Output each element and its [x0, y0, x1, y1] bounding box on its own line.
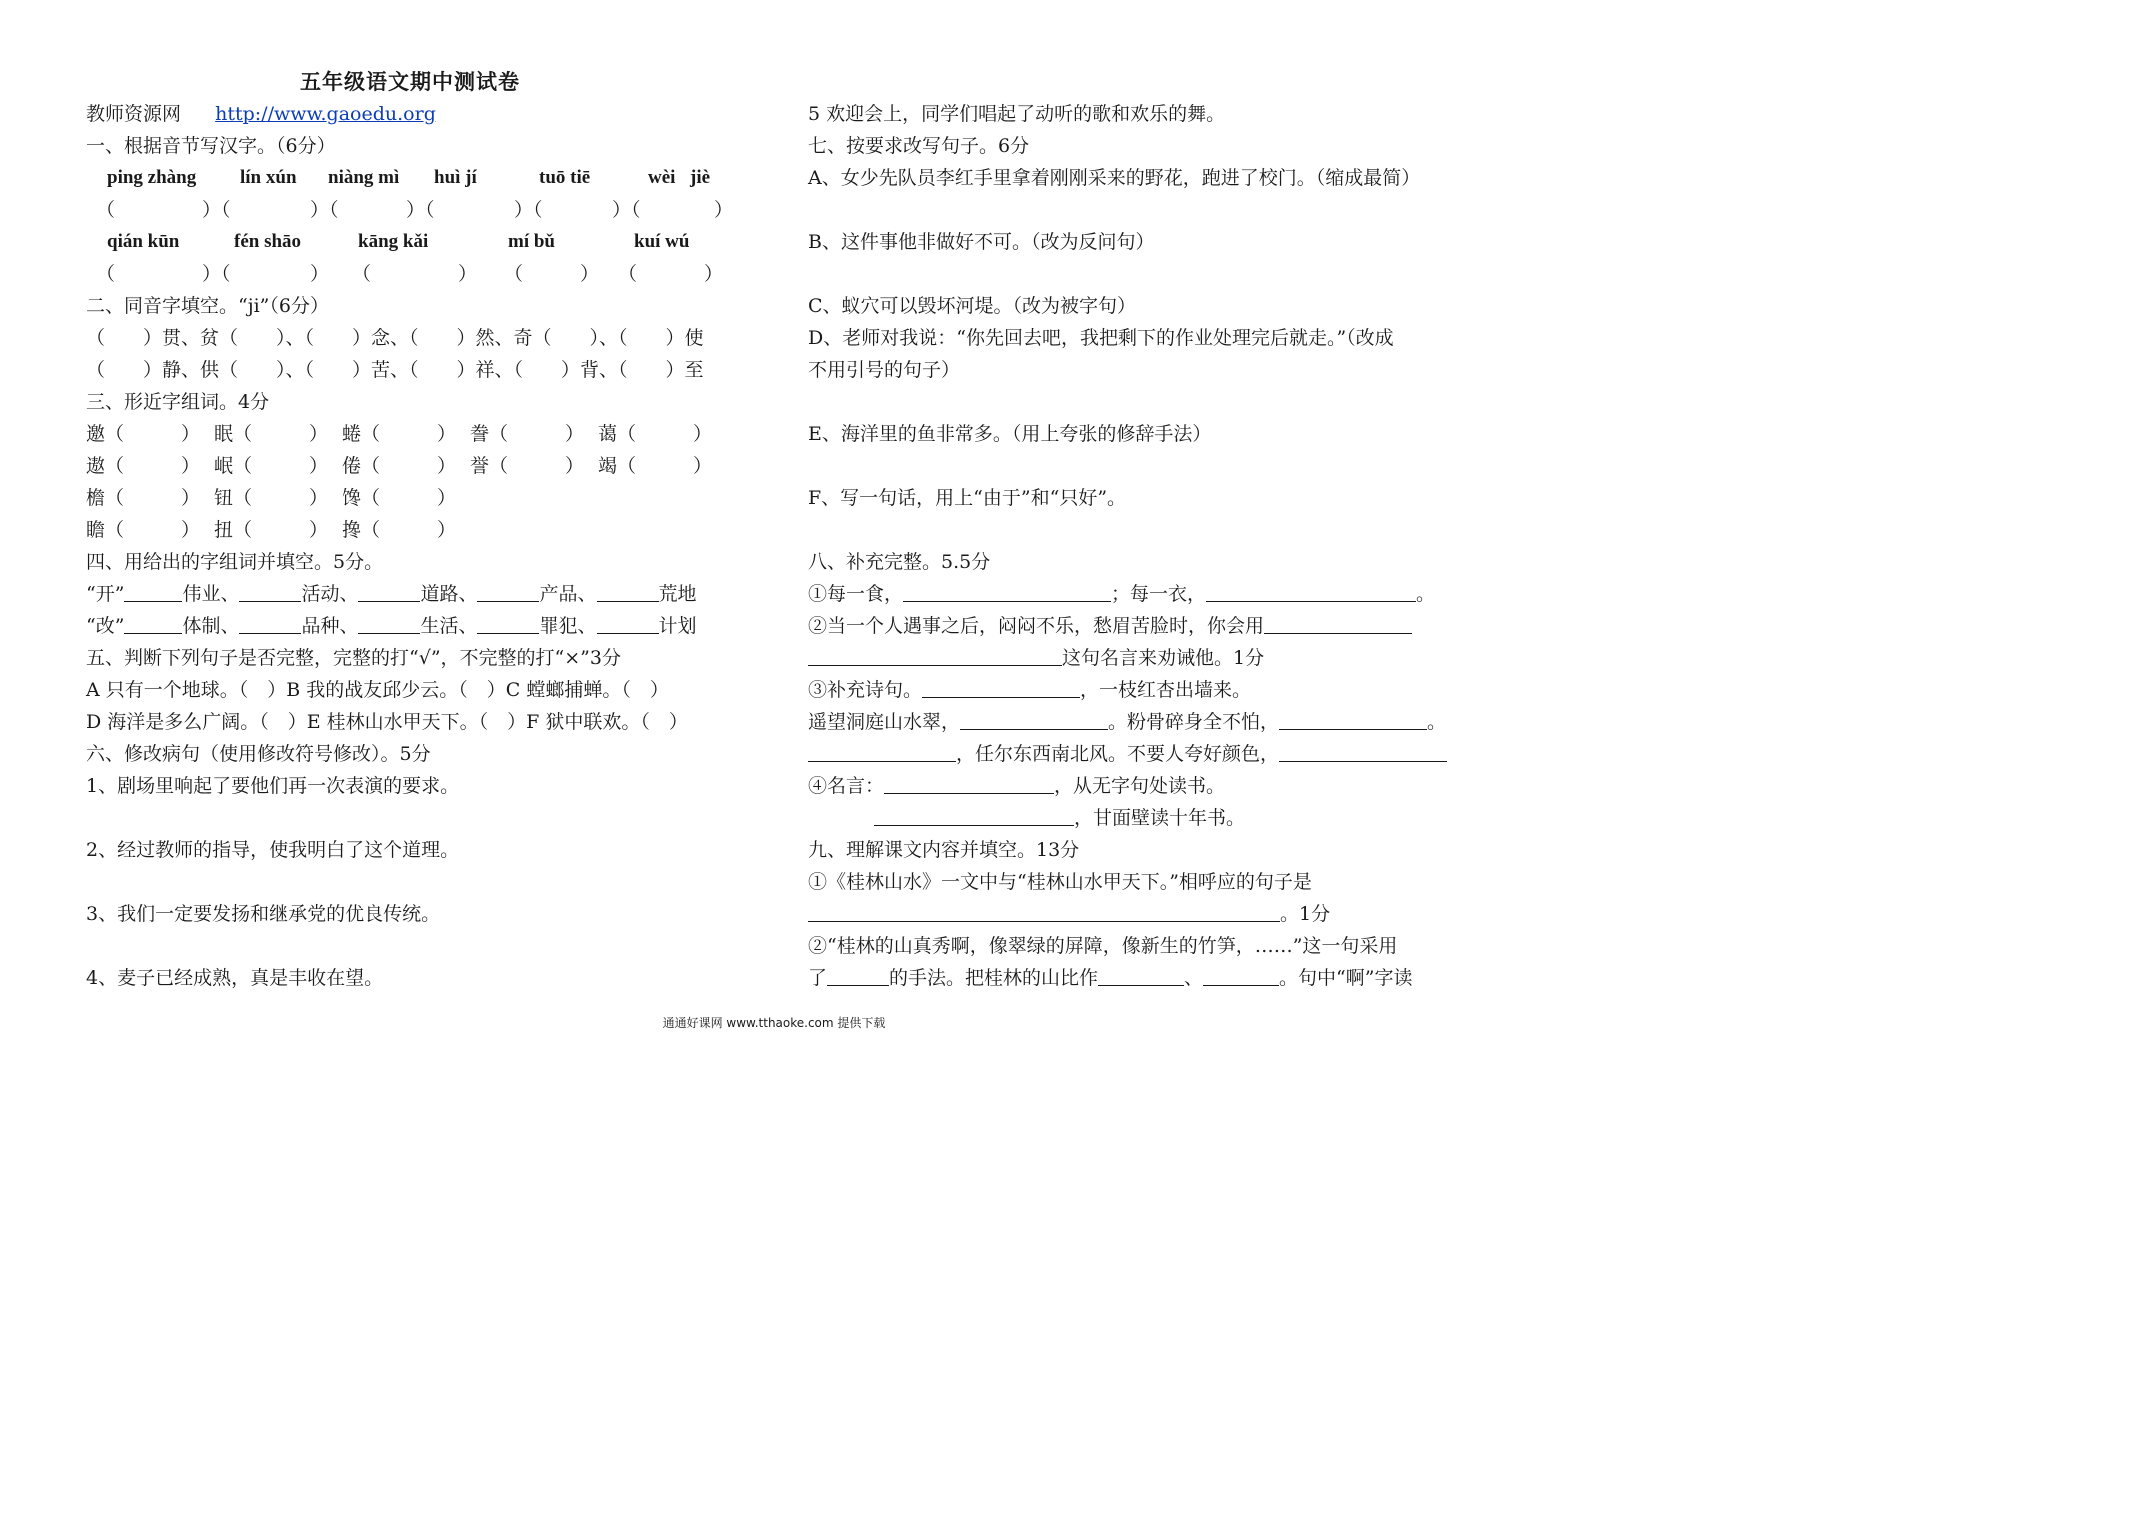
blank: [1279, 739, 1447, 762]
pinyin: qián kūn: [107, 231, 180, 252]
q8-line: [808, 674, 1488, 706]
q9-text: 。1分: [1280, 903, 1331, 925]
q8-line: [808, 642, 1488, 674]
blank: [874, 803, 1074, 826]
blank: [597, 611, 659, 634]
answer-parens-row-1: （ ）（ ）（ ）（ ）（ ）（ ）: [96, 199, 734, 221]
q4-item: 体制、: [182, 615, 240, 637]
q8-line: [808, 738, 1488, 770]
blank: [884, 771, 1054, 794]
q8-text: 遥望洞庭山水翠，: [808, 711, 961, 733]
q8-line: [808, 578, 1488, 610]
q7-item-d-cont: 不用引号的句子）: [808, 359, 961, 381]
q4-row-gai: [86, 610, 766, 642]
q6-item: 3、我们一定要发扬和继承党的优良传统。: [86, 903, 441, 925]
q4-item: 活动、: [301, 583, 359, 605]
q5-heading: 五、判断下列句子是否完整，完整的打“√”，不完整的打“×”3分: [86, 647, 621, 669]
q8-text: 。: [1416, 583, 1436, 605]
page-footer: 通通好课网 www.tthaoke.com 提供下载: [662, 1016, 886, 1030]
q4-item: 荒地: [658, 583, 697, 605]
q8-text: ④名言：: [808, 775, 885, 797]
pinyin-row-2: [86, 226, 766, 258]
q3-row: [86, 450, 766, 482]
blank: [808, 643, 1062, 666]
q9-line: [808, 962, 1488, 994]
q1-heading: 一、根据音节写汉字。（6分）: [86, 135, 336, 157]
page-title: 五年级语文期中测试卷: [300, 69, 520, 94]
q8-text: ，从无字句处读书。: [1054, 775, 1226, 797]
q4-item: 罪犯、: [539, 615, 597, 637]
q8-line: [808, 802, 1488, 834]
q8-text: ②当一个人遇事之后，闷闷不乐，愁眉苦脸时，你会用: [808, 615, 1265, 637]
q3-item: 誉（ ）: [470, 455, 585, 477]
q8-line: [808, 770, 1488, 802]
q4-item: 伟业、: [182, 583, 240, 605]
left-column: [86, 98, 766, 994]
q4-item: 道路、: [420, 583, 478, 605]
q2-line: （ ）贯、贫（ ）、（ ）念、（ ）然、奇（ ）、（ ）使: [86, 327, 704, 349]
q5-line: D 海洋是多么广阔。（ ）E 桂林山水甲天下。（ ）F 狱中联欢。（ ）: [86, 711, 688, 733]
q3-item: 钮（ ）: [214, 487, 329, 509]
pinyin: fén shāo: [234, 231, 302, 252]
q3-item: 蜷（ ）: [342, 423, 457, 445]
q4-item: 产品、: [539, 583, 597, 605]
blank: [903, 579, 1111, 602]
blank: [358, 611, 420, 634]
q8-text: 。粉骨碎身全不怕，: [1108, 711, 1280, 733]
blank: [808, 739, 956, 762]
q6-item: 4、麦子已经成熟，真是丰收在望。: [86, 967, 384, 989]
blank: [827, 963, 889, 986]
q7-item-c: C、蚁穴可以毁坏河堤。（改为被字句）: [808, 295, 1137, 317]
blank: [597, 579, 659, 602]
answer-parens-row-2: （ ）（ ） （ ） （ ） （ ）: [96, 263, 724, 285]
q7-item-f: F、写一句话，用上“由于”和“只好”。: [808, 487, 1127, 509]
blank: [124, 611, 182, 634]
q3-item: 眠（ ）: [214, 423, 329, 445]
q3-item: 檐（ ）: [86, 487, 201, 509]
blank: [477, 579, 539, 602]
source-link[interactable]: http://www.gaoedu.org: [215, 103, 436, 125]
q3-item: 誊（ ）: [470, 423, 585, 445]
blank: [239, 579, 301, 602]
q4-row-kai: [86, 578, 766, 610]
blank: [124, 579, 182, 602]
q9-line: [808, 898, 1488, 930]
pinyin: mí bǔ: [508, 231, 555, 252]
pinyin: wèi: [648, 167, 676, 188]
q8-text: ，一枝红杏出墙来。: [1080, 679, 1252, 701]
q4-item: 生活、: [420, 615, 478, 637]
pinyin: kāng kǎi: [358, 231, 429, 252]
blank: [1098, 963, 1184, 986]
q8-text: ，甘面壁读十年书。: [1074, 807, 1246, 829]
q3-item: 竭（ ）: [598, 455, 713, 477]
q9-item: ①《桂林山水》一文中与“桂林山水甲天下。”相呼应的句子是: [808, 871, 1312, 893]
q8-line: [808, 610, 1488, 642]
q9-item: ②“桂林的山真秀啊，像翠绿的屏障，像新生的竹笋，……”这一句采用: [808, 935, 1398, 957]
q8-text: ；每一衣，: [1111, 583, 1207, 605]
q5-line: A 只有一个地球。（ ）B 我的战友邱少云。（ ）C 螳螂捕蝉。（ ）: [86, 679, 669, 701]
q3-item: 搀（ ）: [342, 519, 457, 541]
q4-heading: 四、用给出的字组词并填空。5分。: [86, 551, 384, 573]
q7-item-e: E、海洋里的鱼非常多。（用上夸张的修辞手法）: [808, 423, 1212, 445]
pinyin: tuō tiē: [539, 167, 591, 188]
q7-heading: 七、按要求改写句子。6分: [808, 135, 1030, 157]
q4-char: “开”: [86, 583, 125, 605]
blank: [808, 899, 1280, 922]
source-label: 教师资源网: [86, 103, 182, 125]
blank: [1203, 963, 1279, 986]
q8-text: 。: [1427, 711, 1447, 733]
q3-row: [86, 482, 766, 514]
pinyin: kuí wú: [634, 231, 690, 252]
q9-text: 。句中“啊”字读: [1279, 967, 1413, 989]
pinyin: huì jí: [434, 167, 477, 188]
q3-item: 倦（ ）: [342, 455, 457, 477]
q8-line: [808, 706, 1488, 738]
q8-text: ③补充诗句。: [808, 679, 923, 701]
pinyin: ping zhàng: [107, 167, 197, 188]
q2-line: （ ）静、供（ ）、（ ）苦、（ ）祥、（ ）背、（ ）至: [86, 359, 704, 381]
blank: [1279, 707, 1427, 730]
q6-item-5: 5 欢迎会上，同学们唱起了动听的歌和欢乐的舞。: [808, 103, 1226, 125]
q3-item: 蔼（ ）: [598, 423, 713, 445]
q7-item-b: B、这件事他非做好不可。（改为反问句）: [808, 231, 1155, 253]
blank: [960, 707, 1108, 730]
q9-text: 、: [1184, 967, 1204, 989]
source-line: [86, 98, 766, 130]
q3-item: 瞻（ ）: [86, 519, 201, 541]
q4-char: “改”: [86, 615, 125, 637]
q8-heading: 八、补充完整。5.5分: [808, 551, 991, 573]
pinyin: jiè: [690, 167, 711, 188]
blank: [239, 611, 301, 634]
q4-item: 计划: [658, 615, 697, 637]
q3-item: 馋（ ）: [342, 487, 457, 509]
pinyin: niàng mì: [328, 167, 400, 188]
blank: [358, 579, 420, 602]
blank: [922, 675, 1080, 698]
q2-heading: 二、同音字填空。“ji”（6分）: [86, 295, 329, 317]
q3-row: [86, 514, 766, 546]
q3-item: 扭（ ）: [214, 519, 329, 541]
q3-item: 岷（ ）: [214, 455, 329, 477]
pinyin: lín xún: [240, 167, 297, 188]
q7-item-d: D、老师对我说：“你先回去吧，我把剩下的作业处理完后就走。”（改成: [808, 327, 1394, 349]
right-column: [808, 98, 1488, 994]
q3-item: 遨（ ）: [86, 455, 201, 477]
q7-item-a: A、女少先队员李红手里拿着刚刚采来的野花，跑进了校门。（缩成最简）: [808, 167, 1421, 189]
q9-text: 的手法。把桂林的山比作: [889, 967, 1099, 989]
blank: [1206, 579, 1416, 602]
q8-text: 这句名言来劝诫他。1分: [1062, 647, 1265, 669]
blank: [1264, 611, 1412, 634]
q6-item: 1、剧场里响起了要他们再一次表演的要求。: [86, 775, 460, 797]
q8-text: ，任尔东西南北风。不要人夸好颜色，: [956, 743, 1280, 765]
q4-item: 品种、: [301, 615, 359, 637]
q8-text: ①每一食，: [808, 583, 904, 605]
q6-heading: 六、修改病句（使用修改符号修改）。5分: [86, 743, 431, 765]
q3-heading: 三、形近字组词。4分: [86, 391, 270, 413]
q9-text: 了: [808, 967, 828, 989]
pinyin-row-1: [86, 162, 766, 194]
q9-heading: 九、理解课文内容并填空。13分: [808, 839, 1080, 861]
q3-row: [86, 418, 766, 450]
q6-item: 2、经过教师的指导，使我明白了这个道理。: [86, 839, 460, 861]
blank: [477, 611, 539, 634]
q3-item: 邀（ ）: [86, 423, 201, 445]
